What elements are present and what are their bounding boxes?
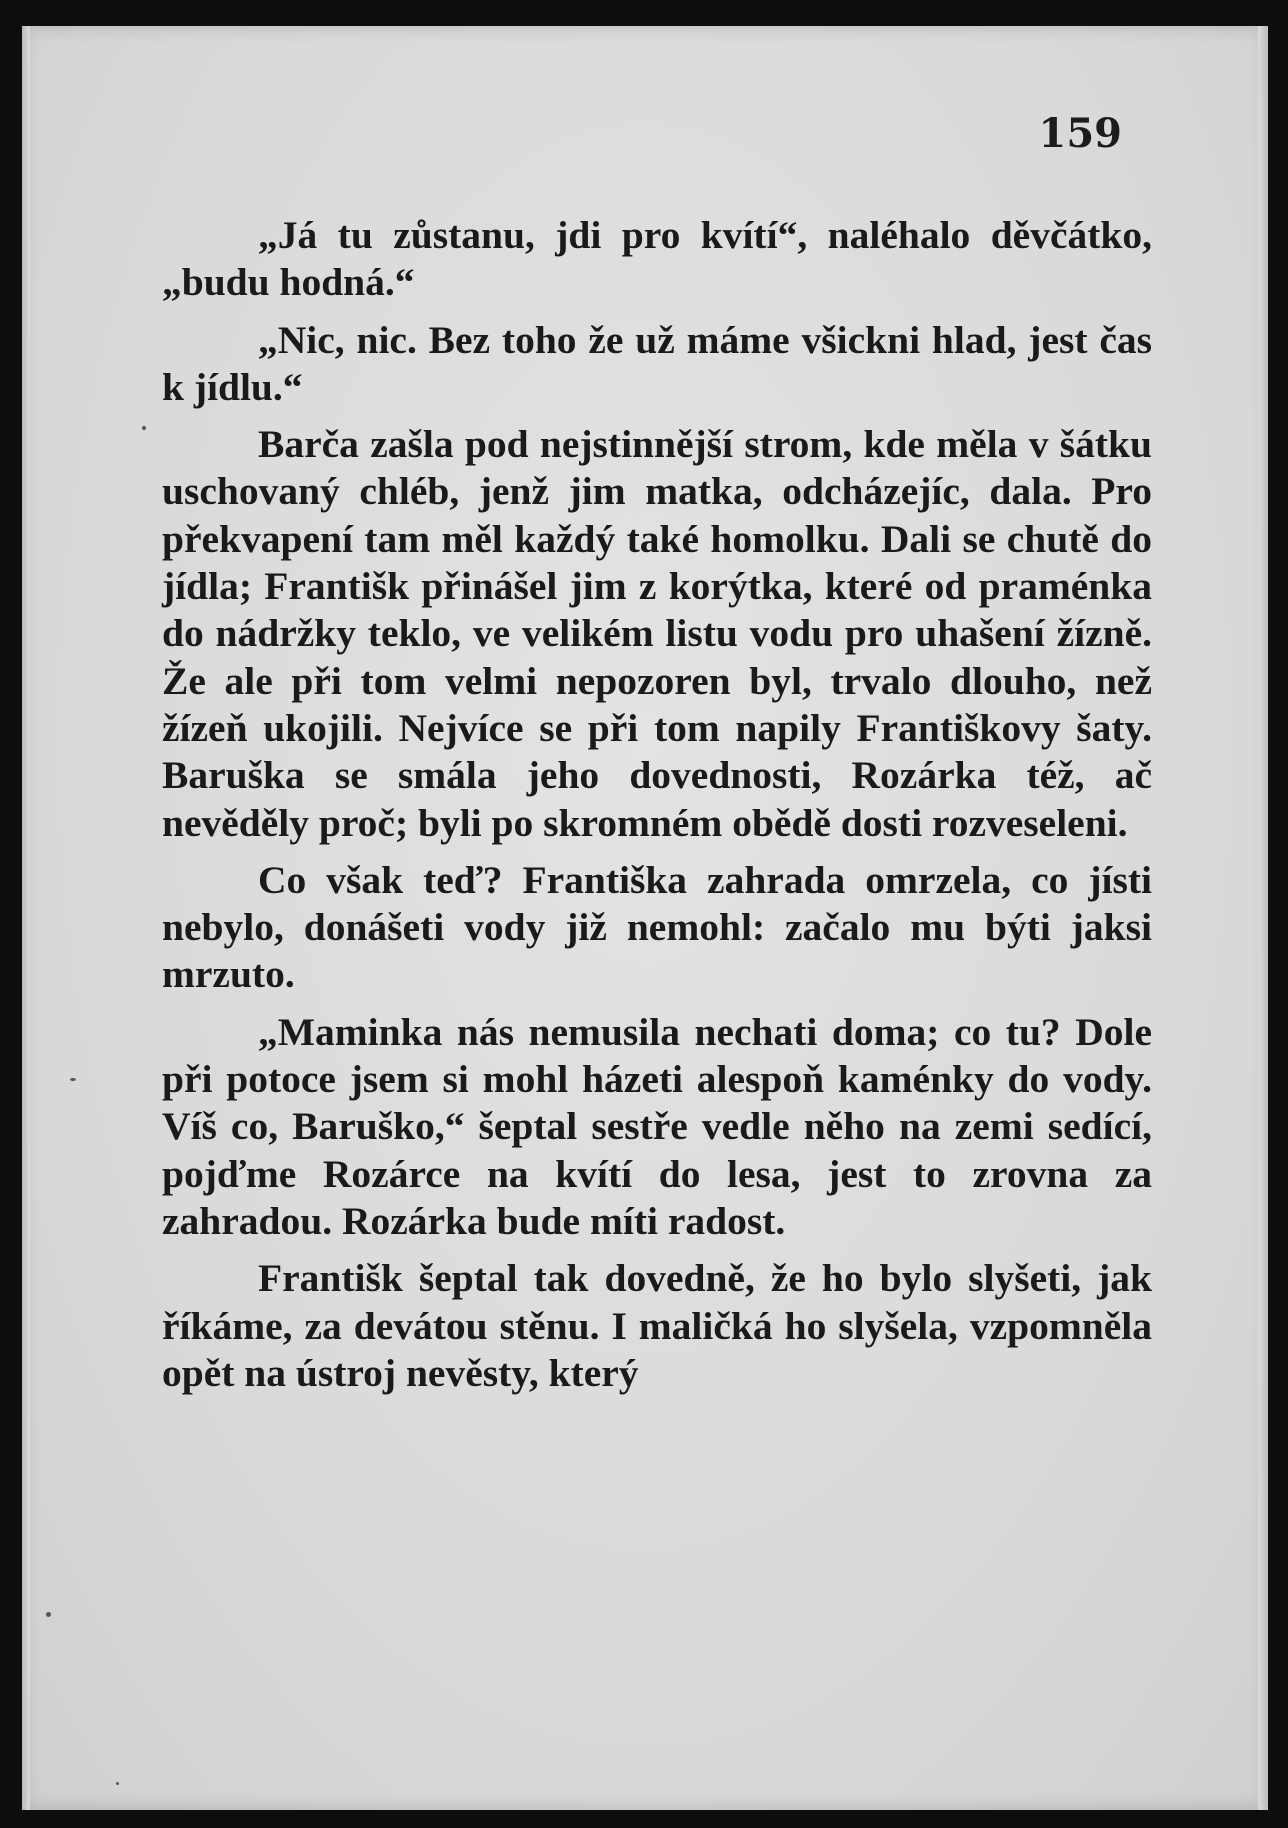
page-number: 159 <box>1038 110 1122 157</box>
paragraph-2: „Nic, nic. Bez toho že už máme všickni hlad, jest čas k jídlu.“ <box>162 317 1152 409</box>
paragraph-6: Františk šeptal tak dovedně, že ho bylo slyšeti, jak říkáme, za devátou stěnu. I maličká ho slyšela, vzpomněla opět na ústroj nevěsty, který <box>162 1256 1152 1395</box>
scan-speck <box>116 1782 119 1785</box>
page-edge-left <box>22 26 30 1810</box>
scan-speck <box>70 1078 76 1081</box>
paragraph-1: „Já tu zůstanu, jdi pro kvítí“, naléhalo děvčátko, „budu hodná.“ <box>162 213 1152 305</box>
scan-speck <box>142 426 146 430</box>
paragraph-3: Barča zašla pod nejstinnější strom, kde měla v šátku uschovaný chléb, jenž jim matka, odcházejíc, dala. Pro překvapení tam měl každý také homolku. Dali se chutě do jídla; Františk přinášel jim z korýtka, které od praménka do nádržky teklo, ve velikém listu vodu pro uhašení žízně. Že ale při tom velmi nepozoren byl, trvalo dlouho, než žízeň ukojili. Nejvíce se při tom napily Františkovy šaty. Baruška se smála jeho dovednosti, Rozárka též, ač nevěděly proč; byli po skromném obědě dosti rozveseleni. <box>162 422 1152 845</box>
page-edge-right <box>1258 26 1268 1810</box>
book-page <box>22 26 1268 1810</box>
page-text <box>162 212 1152 1407</box>
scan-speck <box>46 1612 51 1617</box>
paragraph-4: Co však teď? Františka zahrada omrzela, co jísti nebylo, donášeti vody již nemohl: začalo mu býti jaksi mrzuto. <box>162 857 1152 997</box>
paragraph-5: „Maminka nás nemusila nechati doma; co tu? Dole při potoce jsem si mohl házeti alespoň kaménky do vody. Víš co, Baruško,“ šeptal sestře vedle něho na zemi sedící, pojďme Rozárce na kvítí do lesa, jest to zrovna za zahradou. Rozárka bude míti radost. <box>162 1009 1152 1243</box>
